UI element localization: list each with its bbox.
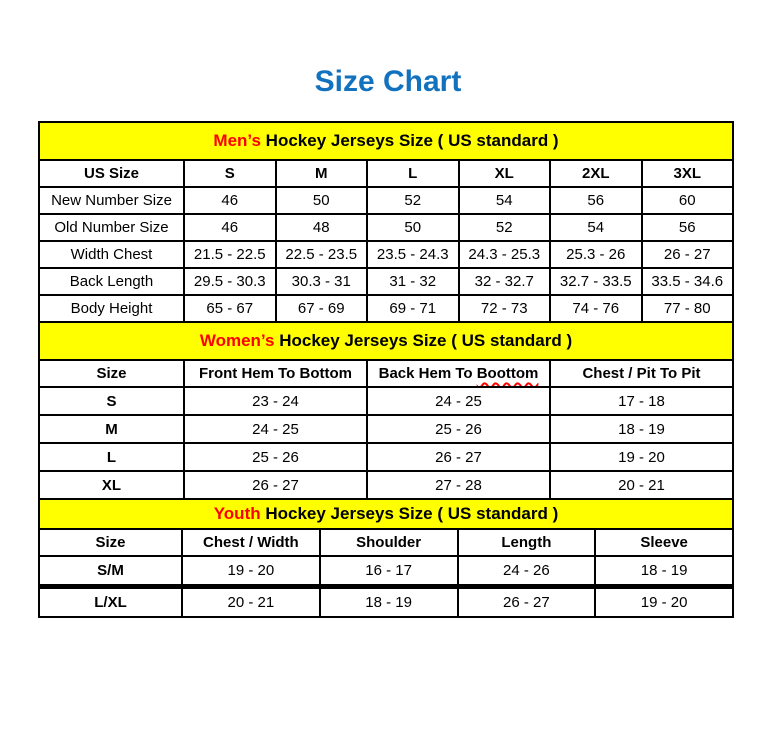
womens-row-label: M (39, 415, 184, 443)
mens-table-row (39, 241, 733, 268)
mens-value-cell: 22.5 - 23.5 (276, 241, 368, 268)
womens-section-title (39, 322, 733, 360)
mens-value-cell: 29.5 - 30.3 (184, 268, 276, 295)
mens-value-cell: 50 (276, 187, 368, 214)
mens-column-header: XL (459, 160, 551, 187)
womens-section-title-rest: Hockey Jerseys Size ( US standard ) (274, 331, 573, 350)
youth-section-title-rest: Hockey Jerseys Size ( US standard ) (260, 504, 559, 523)
mens-value-cell: 56 (550, 187, 642, 214)
youth-value-cell: 24 - 26 (458, 556, 596, 587)
womens-table-row (39, 387, 733, 415)
mens-column-header: L (367, 160, 459, 187)
mens-value-cell: 24.3 - 25.3 (459, 241, 551, 268)
mens-section-title (39, 122, 733, 160)
mens-table-row (39, 295, 733, 322)
womens-table-row (39, 471, 733, 499)
mens-value-cell: 26 - 27 (642, 241, 734, 268)
mens-value-cell: 30.3 - 31 (276, 268, 368, 295)
youth-value-cell: 26 - 27 (458, 587, 596, 618)
womens-value-cell: 18 - 19 (550, 415, 733, 443)
mens-value-cell: 60 (642, 187, 734, 214)
page-title: Size Chart (314, 65, 462, 98)
mens-column-header: 2XL (550, 160, 642, 187)
womens-column-header: Chest / Pit To Pit (550, 360, 733, 387)
womens-row-label: S (39, 387, 184, 415)
youth-section-title (39, 499, 733, 529)
mens-value-cell: 48 (276, 214, 368, 241)
mens-value-cell: 46 (184, 214, 276, 241)
mens-column-header: US Size (39, 160, 184, 187)
mens-value-cell: 69 - 71 (367, 295, 459, 322)
mens-column-header: 3XL (642, 160, 734, 187)
youth-table-row (39, 587, 733, 618)
youth-section-title-accent: Youth (213, 504, 261, 523)
womens-value-cell: 17 - 18 (550, 387, 733, 415)
misspelled-word: Boottom (476, 365, 539, 382)
mens-value-cell: 52 (367, 187, 459, 214)
womens-value-cell: 26 - 27 (184, 471, 367, 499)
mens-value-cell: 50 (367, 214, 459, 241)
mens-value-cell: 65 - 67 (184, 295, 276, 322)
womens-table-row (39, 415, 733, 443)
mens-value-cell: 54 (459, 187, 551, 214)
youth-value-cell: 18 - 19 (595, 556, 733, 587)
mens-value-cell: 46 (184, 187, 276, 214)
mens-row-label: New Number Size (39, 187, 184, 214)
mens-value-cell: 77 - 80 (642, 295, 734, 322)
youth-column-header: Sleeve (595, 529, 733, 556)
youth-table-row (39, 556, 733, 587)
mens-table-row (39, 187, 733, 214)
mens-column-header: S (184, 160, 276, 187)
mens-row-label: Back Length (39, 268, 184, 295)
youth-column-header: Length (458, 529, 596, 556)
youth-value-cell: 20 - 21 (182, 587, 320, 618)
youth-value-cell: 18 - 19 (320, 587, 458, 618)
womens-value-cell: 24 - 25 (367, 387, 550, 415)
mens-value-cell: 21.5 - 22.5 (184, 241, 276, 268)
mens-value-cell: 31 - 32 (367, 268, 459, 295)
womens-value-cell: 26 - 27 (367, 443, 550, 471)
womens-section-title-accent: Women’s (199, 331, 275, 350)
mens-table-row (39, 268, 733, 295)
mens-row-label: Width Chest (39, 241, 184, 268)
mens-size-table (38, 121, 734, 323)
mens-value-cell: 23.5 - 24.3 (367, 241, 459, 268)
youth-column-header: Shoulder (320, 529, 458, 556)
mens-value-cell: 56 (642, 214, 734, 241)
header-text: Back Hem To (378, 365, 477, 382)
youth-value-cell: 16 - 17 (320, 556, 458, 587)
youth-row-label: S/M (39, 556, 182, 587)
mens-value-cell: 67 - 69 (276, 295, 368, 322)
mens-value-cell: 72 - 73 (459, 295, 551, 322)
mens-value-cell: 52 (459, 214, 551, 241)
womens-value-cell: 24 - 25 (184, 415, 367, 443)
womens-value-cell: 20 - 21 (550, 471, 733, 499)
youth-column-header: Chest / Width (182, 529, 320, 556)
mens-value-cell: 32.7 - 33.5 (550, 268, 642, 295)
mens-row-label: Body Height (39, 295, 184, 322)
mens-value-cell: 74 - 76 (550, 295, 642, 322)
womens-value-cell: 25 - 26 (184, 443, 367, 471)
womens-column-header: Front Hem To Bottom (184, 360, 367, 387)
womens-row-label: L (39, 443, 184, 471)
womens-value-cell: 23 - 24 (184, 387, 367, 415)
youth-row-label: L/XL (39, 587, 182, 618)
youth-column-header: Size (39, 529, 182, 556)
mens-section-title-rest: Hockey Jerseys Size ( US standard ) (260, 131, 559, 150)
womens-column-header (367, 360, 550, 387)
womens-value-cell: 19 - 20 (550, 443, 733, 471)
womens-size-table (38, 321, 734, 500)
mens-table-row (39, 214, 733, 241)
mens-value-cell: 54 (550, 214, 642, 241)
youth-value-cell: 19 - 20 (182, 556, 320, 587)
mens-value-cell: 25.3 - 26 (550, 241, 642, 268)
size-chart-tables (38, 121, 736, 618)
womens-value-cell: 27 - 28 (367, 471, 550, 499)
mens-value-cell: 32 - 32.7 (459, 268, 551, 295)
mens-row-label: Old Number Size (39, 214, 184, 241)
womens-row-label: XL (39, 471, 184, 499)
womens-table-row (39, 443, 733, 471)
mens-column-header: M (276, 160, 368, 187)
mens-value-cell: 33.5 - 34.6 (642, 268, 734, 295)
womens-column-header: Size (39, 360, 184, 387)
womens-value-cell: 25 - 26 (367, 415, 550, 443)
youth-value-cell: 19 - 20 (595, 587, 733, 618)
mens-section-title-accent: Men’s (213, 131, 261, 150)
youth-size-table (38, 498, 734, 618)
